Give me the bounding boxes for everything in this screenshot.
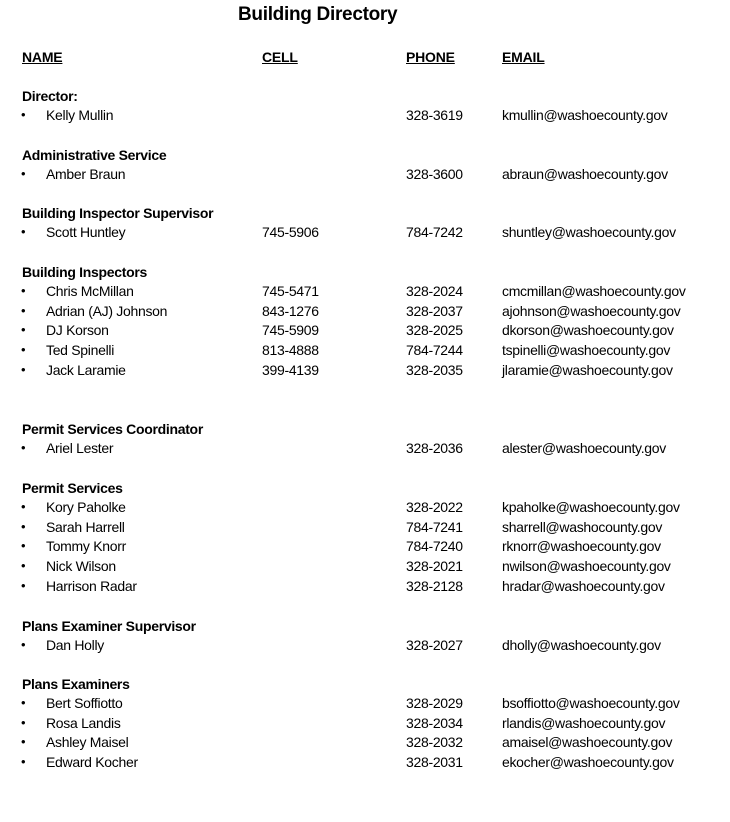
phone-number: 784-7241 (406, 518, 463, 535)
person-name: Kory Paholke (46, 499, 126, 515)
email-address[interactable]: kmullin@washoecounty.gov (502, 107, 668, 123)
email-address[interactable]: sharrell@washocounty.gov (502, 518, 663, 535)
phone-number: 328-2034 (406, 714, 463, 731)
phone-number: 328-3619 (406, 107, 463, 123)
email-address[interactable]: cmcmillan@washoecounty.gov (502, 283, 686, 299)
bullet-icon: • (21, 734, 26, 750)
directory-entry (0, 440, 730, 459)
directory-entry (0, 107, 730, 126)
directory-entry (0, 283, 730, 302)
person-name: Dan Holly (46, 637, 104, 653)
section-heading: Building Inspectors (22, 264, 147, 280)
email-address[interactable]: ekocher@washoecounty.gov (502, 754, 674, 771)
directory-entry (0, 322, 730, 341)
bullet-icon: • (21, 283, 26, 298)
section-heading: Plans Examiner Supervisor (22, 618, 196, 634)
section-heading: Director: (22, 88, 78, 104)
person-name: Ariel Lester (46, 440, 114, 456)
column-header-name: NAME (22, 49, 63, 65)
email-address[interactable]: rknorr@washoecounty.gov (502, 538, 661, 555)
column-header-cell: CELL (262, 49, 298, 65)
directory-entry (0, 538, 730, 557)
bullet-icon: • (21, 637, 26, 652)
person-name: Bert Soffiotto (46, 695, 123, 711)
cell-number: 745-5909 (262, 322, 319, 339)
directory-entry (0, 499, 730, 518)
directory-entry (0, 224, 730, 243)
email-address[interactable]: tspinelli@washoecounty.gov (502, 342, 671, 359)
person-name: Jack Laramie (46, 361, 126, 378)
email-address[interactable]: kpaholke@washoecounty.gov (502, 499, 680, 515)
directory-entry (0, 342, 730, 361)
bullet-icon: • (21, 714, 26, 730)
bullet-icon: • (21, 440, 26, 455)
email-address[interactable]: hradar@washoecounty.gov (502, 577, 665, 594)
phone-number: 328-2024 (406, 283, 463, 299)
directory-entry (0, 754, 730, 773)
section-heading: Administrative Service (22, 147, 167, 163)
email-address[interactable]: dholly@washoecounty.gov (502, 637, 661, 653)
person-name: Kelly Mullin (46, 107, 114, 123)
phone-number: 328-2027 (406, 637, 463, 653)
phone-number: 328-2037 (406, 302, 463, 319)
cell-number: 813-4888 (262, 342, 319, 359)
cell-number: 399-4139 (262, 361, 319, 378)
person-name: Harrison Radar (46, 577, 137, 594)
email-address[interactable]: abraun@washoecounty.gov (502, 166, 668, 182)
email-address[interactable]: shuntley@washoecounty.gov (502, 224, 676, 240)
person-name: Tommy Knorr (46, 538, 126, 555)
bullet-icon: • (21, 166, 26, 181)
person-name: Amber Braun (46, 166, 126, 182)
email-address[interactable]: amaisel@washoecounty.gov (502, 734, 673, 751)
directory-entry (0, 362, 730, 381)
phone-number: 784-7242 (406, 224, 463, 240)
phone-number: 328-2036 (406, 440, 463, 456)
bullet-icon: • (21, 107, 26, 122)
page-title: Building Directory (238, 4, 398, 25)
phone-number: 328-3600 (406, 166, 463, 182)
person-name: Rosa Landis (46, 714, 121, 731)
directory-entry (0, 558, 730, 577)
bullet-icon: • (21, 322, 26, 338)
column-header-email: EMAIL (502, 49, 545, 65)
bullet-icon: • (21, 342, 26, 358)
bullet-icon: • (21, 518, 26, 534)
person-name: DJ Korson (46, 322, 109, 339)
person-name: Ashley Maisel (46, 734, 129, 751)
section-heading: Building Inspector Supervisor (22, 205, 214, 221)
directory-entry (0, 519, 730, 538)
phone-number: 784-7244 (406, 342, 463, 359)
cell-number: 745-5471 (262, 283, 319, 299)
directory-entry (0, 637, 730, 656)
person-name: Sarah Harrell (46, 518, 125, 535)
directory-entry (0, 734, 730, 753)
column-header-phone: PHONE (406, 49, 455, 65)
phone-number: 784-7240 (406, 538, 463, 555)
phone-number: 328-2128 (406, 577, 463, 594)
bullet-icon: • (21, 558, 26, 574)
person-name: Nick Wilson (46, 558, 116, 575)
phone-number: 328-2025 (406, 322, 463, 339)
email-address[interactable]: alester@washoecounty.gov (502, 440, 666, 456)
bullet-icon: • (21, 499, 26, 514)
email-address[interactable]: nwilson@washoecounty.gov (502, 558, 671, 575)
bullet-icon: • (21, 361, 26, 377)
phone-number: 328-2031 (406, 754, 463, 771)
phone-number: 328-2022 (406, 499, 463, 515)
phone-number: 328-2029 (406, 695, 463, 711)
section-heading: Permit Services Coordinator (22, 421, 203, 437)
phone-number: 328-2021 (406, 558, 463, 575)
cell-number: 745-5906 (262, 224, 319, 240)
email-address[interactable]: jlaramie@washoecounty.gov (502, 361, 673, 378)
bullet-icon: • (21, 577, 26, 593)
bullet-icon: • (21, 302, 26, 318)
directory-entry (0, 695, 730, 714)
email-address[interactable]: dkorson@washoecounty.gov (502, 322, 674, 339)
person-name: Ted Spinelli (46, 342, 114, 359)
directory-entry (0, 578, 730, 597)
directory-entry (0, 166, 730, 185)
person-name: Edward Kocher (46, 754, 138, 771)
section-heading: Plans Examiners (22, 676, 130, 692)
email-address[interactable]: ajohnson@washoecounty.gov (502, 302, 681, 319)
person-name: Adrian (AJ) Johnson (46, 302, 168, 319)
bullet-icon: • (21, 754, 26, 770)
cell-number: 843-1276 (262, 302, 319, 319)
person-name: Chris McMillan (46, 283, 134, 299)
bullet-icon: • (21, 695, 26, 710)
directory-entry (0, 715, 730, 734)
bullet-icon: • (21, 538, 26, 554)
bullet-icon: • (21, 224, 26, 239)
phone-number: 328-2035 (406, 361, 463, 378)
email-address[interactable]: rlandis@washoecounty.gov (502, 714, 666, 731)
person-name: Scott Huntley (46, 224, 126, 240)
directory-entry (0, 303, 730, 322)
phone-number: 328-2032 (406, 734, 463, 751)
section-heading: Permit Services (22, 480, 123, 496)
email-address[interactable]: bsoffiotto@washoecounty.gov (502, 695, 680, 711)
